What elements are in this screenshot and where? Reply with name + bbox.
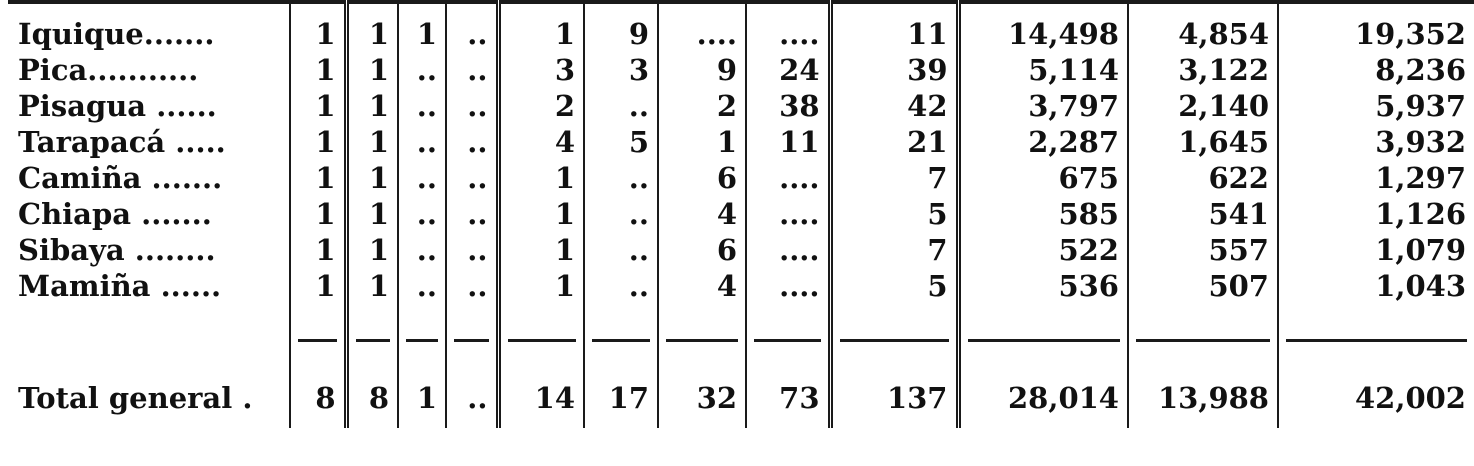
cell: .... bbox=[746, 268, 830, 304]
place-name: Chiapa ....... bbox=[8, 196, 290, 232]
gap-row bbox=[8, 342, 1474, 368]
cell: 1 bbox=[498, 16, 584, 52]
cell: 1 bbox=[498, 196, 584, 232]
cell: .. bbox=[584, 232, 658, 268]
cell: 3,797 bbox=[958, 88, 1128, 124]
cell: 622 bbox=[1128, 160, 1278, 196]
cell: .... bbox=[658, 16, 746, 52]
cell: 1,645 bbox=[1128, 124, 1278, 160]
cell: .... bbox=[746, 16, 830, 52]
cell: 1 bbox=[346, 232, 398, 268]
total-cell: 73 bbox=[746, 368, 830, 428]
cell: 1 bbox=[346, 52, 398, 88]
cell: 42 bbox=[830, 88, 958, 124]
place-name: Pica........... bbox=[8, 52, 290, 88]
table-row bbox=[8, 88, 1474, 124]
cell: 3,932 bbox=[1375, 125, 1466, 159]
cell: .. bbox=[446, 160, 498, 196]
cell: 1 bbox=[498, 160, 584, 196]
total-cell: 14 bbox=[498, 368, 584, 428]
cell: 4 bbox=[498, 124, 584, 160]
table-row bbox=[8, 196, 1474, 232]
table-row bbox=[8, 52, 1474, 88]
cell: 14,498 bbox=[958, 16, 1128, 52]
cell: 3,122 bbox=[1128, 52, 1278, 88]
cell: 11 bbox=[830, 16, 958, 52]
cell: .. bbox=[584, 196, 658, 232]
cell: 1,126 bbox=[1375, 197, 1466, 231]
cell: 1 bbox=[346, 268, 398, 304]
cell: 541 bbox=[1128, 196, 1278, 232]
cell: 9 bbox=[584, 16, 658, 52]
cell: 1,043 bbox=[1375, 269, 1466, 303]
top-rule bbox=[8, 2, 1474, 16]
total-cell: 42,002 bbox=[1355, 381, 1466, 415]
cell: 3 bbox=[498, 52, 584, 88]
total-cell: .. bbox=[446, 368, 498, 428]
cell: 1 bbox=[290, 88, 346, 124]
cell: 11 bbox=[746, 124, 830, 160]
cell: 2,287 bbox=[958, 124, 1128, 160]
cell: 4 bbox=[658, 268, 746, 304]
cell: 7 bbox=[830, 232, 958, 268]
table-row bbox=[8, 124, 1474, 160]
cell: 5,937 bbox=[1375, 89, 1466, 123]
cell: .... bbox=[746, 160, 830, 196]
cell: 1,079 bbox=[1375, 233, 1466, 267]
cell: 507 bbox=[1128, 268, 1278, 304]
total-cell: 8 bbox=[290, 368, 346, 428]
cell: 1 bbox=[346, 124, 398, 160]
spacer-row bbox=[8, 304, 1474, 338]
total-cell: 28,014 bbox=[958, 368, 1128, 428]
cell: 4,854 bbox=[1128, 16, 1278, 52]
cell: 557 bbox=[1128, 232, 1278, 268]
cell: 1 bbox=[658, 124, 746, 160]
cell: .. bbox=[584, 88, 658, 124]
cell: 675 bbox=[958, 160, 1128, 196]
cell: 39 bbox=[830, 52, 958, 88]
cell: .. bbox=[584, 268, 658, 304]
total-label: Total general . bbox=[8, 368, 290, 428]
census-table bbox=[8, 0, 1474, 428]
cell: .. bbox=[446, 124, 498, 160]
place-name: Mamiña ...... bbox=[8, 268, 290, 304]
cell: 5 bbox=[584, 124, 658, 160]
table-row bbox=[8, 16, 1474, 52]
cell: 3 bbox=[584, 52, 658, 88]
cell: 7 bbox=[830, 160, 958, 196]
cell: .. bbox=[398, 196, 446, 232]
cell: .. bbox=[398, 52, 446, 88]
cell: 8,236 bbox=[1375, 53, 1466, 87]
total-cell: 32 bbox=[658, 368, 746, 428]
cell: 1 bbox=[290, 160, 346, 196]
cell: 2,140 bbox=[1128, 88, 1278, 124]
cell: .... bbox=[746, 232, 830, 268]
cell: 2 bbox=[498, 88, 584, 124]
cell: 21 bbox=[830, 124, 958, 160]
cell: .. bbox=[446, 16, 498, 52]
cell: 24 bbox=[746, 52, 830, 88]
cell: .. bbox=[584, 160, 658, 196]
cell: .. bbox=[446, 52, 498, 88]
cell: 6 bbox=[658, 160, 746, 196]
cell: 4 bbox=[658, 196, 746, 232]
cell: 1 bbox=[346, 160, 398, 196]
place-name: Sibaya ........ bbox=[8, 232, 290, 268]
total-cell: 13,988 bbox=[1128, 368, 1278, 428]
cell: 1 bbox=[346, 88, 398, 124]
total-cell: 1 bbox=[398, 368, 446, 428]
cell: 1 bbox=[290, 196, 346, 232]
cell: .. bbox=[446, 88, 498, 124]
cell: 5 bbox=[830, 196, 958, 232]
cell: .. bbox=[398, 124, 446, 160]
cell: 19,352 bbox=[1355, 17, 1466, 51]
place-name: Camiña ....... bbox=[8, 160, 290, 196]
total-row bbox=[8, 368, 1474, 428]
cell: 9 bbox=[658, 52, 746, 88]
total-cell: 137 bbox=[830, 368, 958, 428]
cell: .. bbox=[446, 196, 498, 232]
cell: 1 bbox=[290, 52, 346, 88]
cell: 1 bbox=[498, 268, 584, 304]
cell: 1 bbox=[398, 16, 446, 52]
cell: 5,114 bbox=[958, 52, 1128, 88]
table-row bbox=[8, 160, 1474, 196]
cell: 6 bbox=[658, 232, 746, 268]
cell: 1 bbox=[290, 16, 346, 52]
place-name: Iquique....... bbox=[8, 16, 290, 52]
cell: 1 bbox=[290, 124, 346, 160]
cell: 585 bbox=[958, 196, 1128, 232]
cell: .. bbox=[446, 232, 498, 268]
cell: .. bbox=[398, 232, 446, 268]
cell: 1,297 bbox=[1375, 161, 1466, 195]
table-row bbox=[8, 268, 1474, 304]
cell: 1 bbox=[290, 232, 346, 268]
cell: 2 bbox=[658, 88, 746, 124]
place-name: Tarapacá ..... bbox=[8, 124, 290, 160]
cell: 536 bbox=[958, 268, 1128, 304]
cell: .... bbox=[746, 196, 830, 232]
cell: 1 bbox=[290, 268, 346, 304]
cell: 1 bbox=[498, 232, 584, 268]
total-cell: 17 bbox=[584, 368, 658, 428]
cell: .. bbox=[398, 268, 446, 304]
table-row bbox=[8, 232, 1474, 268]
cell: 5 bbox=[830, 268, 958, 304]
total-cell: 8 bbox=[346, 368, 398, 428]
cell: 38 bbox=[746, 88, 830, 124]
cell: .. bbox=[446, 268, 498, 304]
cell: 522 bbox=[958, 232, 1128, 268]
cell: .. bbox=[398, 88, 446, 124]
place-name: Pisagua ...... bbox=[8, 88, 290, 124]
cell: 1 bbox=[346, 196, 398, 232]
cell: .. bbox=[398, 160, 446, 196]
cell: 1 bbox=[346, 16, 398, 52]
